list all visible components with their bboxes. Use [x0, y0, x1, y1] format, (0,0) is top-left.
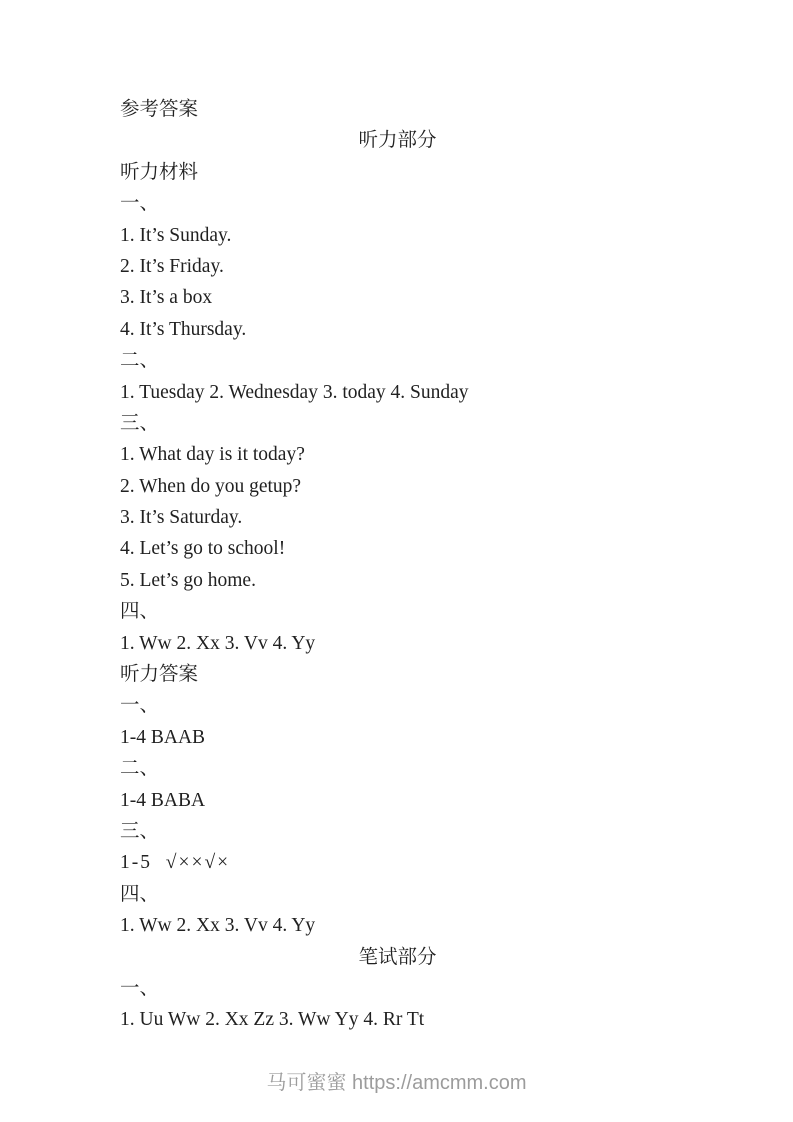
- listening-script-line: 4. It’s Thursday.: [120, 318, 247, 340]
- answer-line: 1-4 BAAB: [120, 726, 206, 748]
- footer-watermark: 马可蜜蜜 https://amcmm.com: [266, 1072, 527, 1094]
- listening-script-line: 1. What day is it today?: [120, 444, 305, 466]
- listening-script-line: 1. Tuesday 2. Wednesday 3. today 4. Sunday: [120, 381, 469, 403]
- listening-answers-label: 听力答案: [120, 664, 199, 686]
- listening-script-line: 2. When do you getup?: [120, 475, 302, 497]
- listening-script-line: 4. Let’s go to school!: [120, 538, 286, 560]
- answer-line-check-cross-marks: 1-5 √××√×: [120, 852, 231, 874]
- part-three-label: 三、: [120, 412, 160, 434]
- listening-section-heading: 听力部分: [358, 130, 437, 152]
- listening-script-line: 1. Ww 2. Xx 3. Vv 4. Yy: [120, 632, 316, 654]
- part-two-label: 二、: [120, 350, 160, 372]
- part-four-label: 四、: [120, 601, 160, 623]
- listening-script-line: 3. It’s a box: [120, 287, 213, 309]
- listening-script-line: 1. It’s Sunday.: [120, 224, 232, 246]
- answer-line: 1. Uu Ww 2. Xx Zz 3. Ww Yy 4. Rr Tt: [120, 1009, 425, 1031]
- listening-material-label: 听力材料: [120, 161, 199, 183]
- answer-line: 1-4 BABA: [120, 789, 206, 811]
- part-one-label: 一、: [120, 977, 160, 999]
- listening-script-line: 5. Let’s go home.: [120, 569, 256, 591]
- part-four-label: 四、: [120, 883, 160, 905]
- part-one-label: 一、: [120, 193, 160, 215]
- part-three-label: 三、: [120, 820, 160, 842]
- page-title: 参考答案: [120, 99, 199, 120]
- part-two-label: 二、: [120, 758, 160, 780]
- answer-line: 1. Ww 2. Xx 3. Vv 4. Yy: [120, 915, 316, 937]
- part-one-label: 一、: [120, 695, 160, 717]
- listening-script-line: 2. It’s Friday.: [120, 255, 224, 277]
- listening-script-line: 3. It’s Saturday.: [120, 507, 243, 529]
- written-section-heading: 笔试部分: [358, 946, 437, 968]
